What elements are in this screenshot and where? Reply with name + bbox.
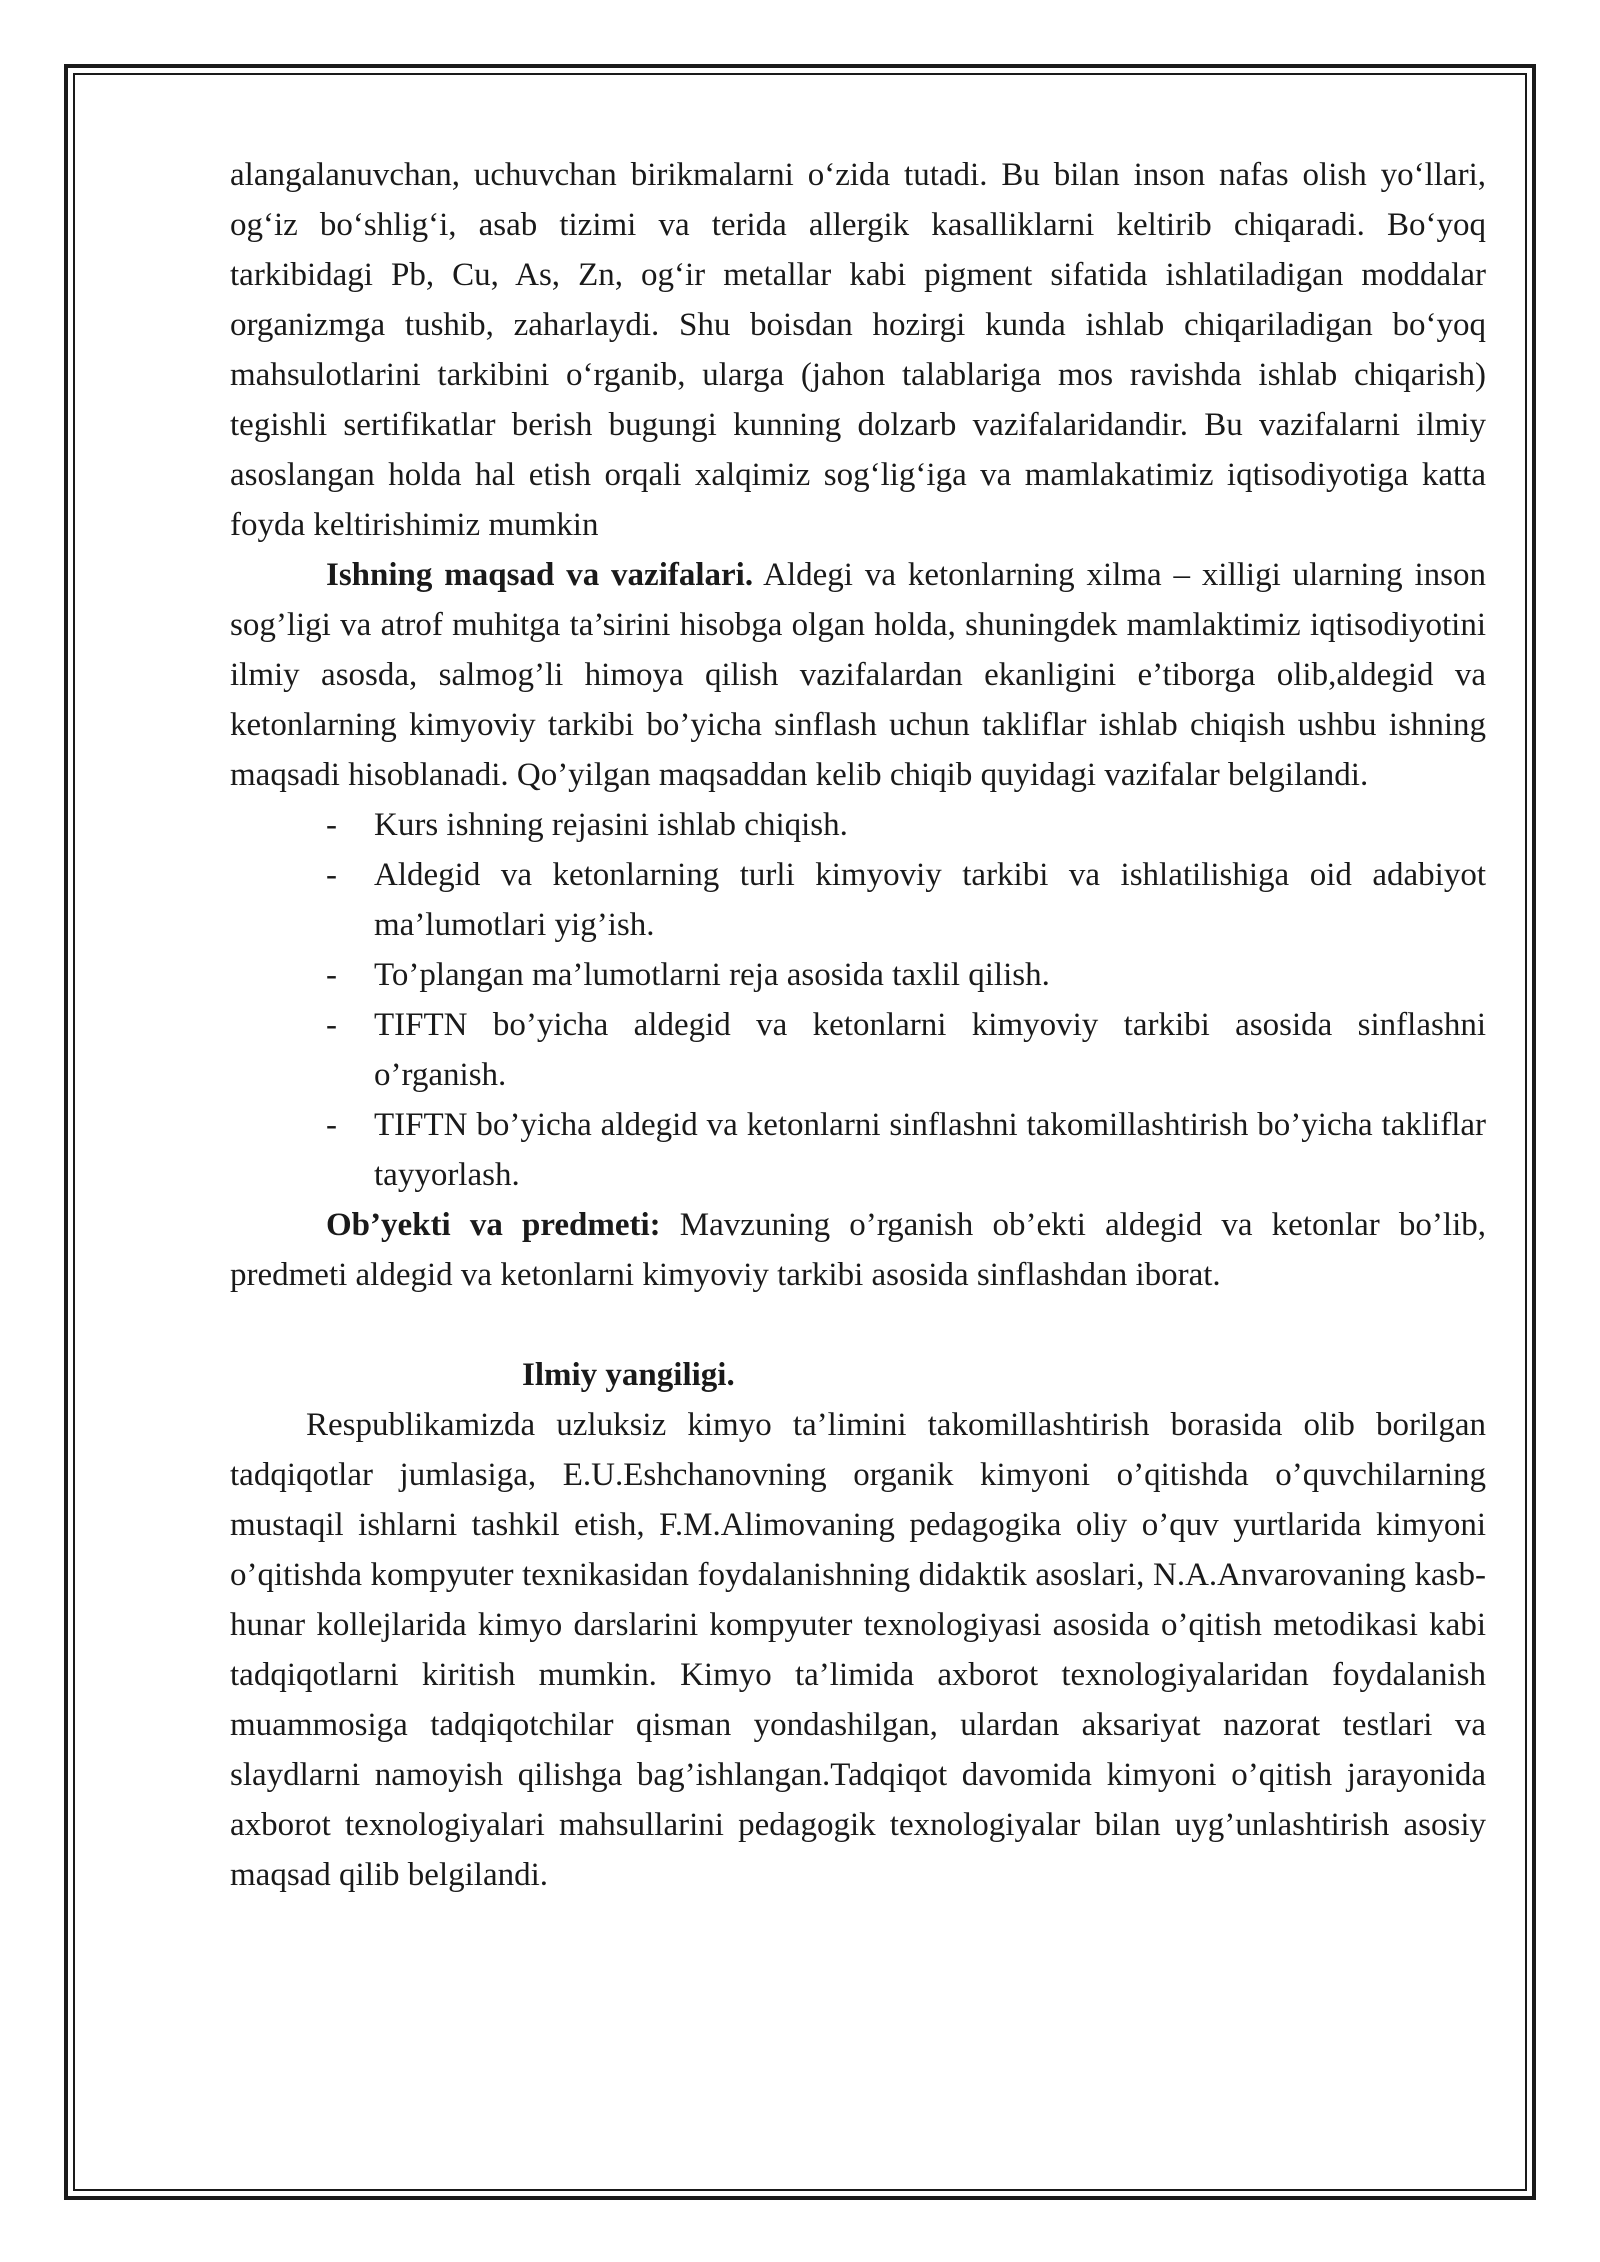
list-item: - Kurs ishning rejasini ishlab chiqish.	[230, 800, 1486, 850]
novelty-paragraph: Respublikamizda uzluksiz kimyo ta’limini takomillashtirish borasida olib borilgan tadqiqotlar jumlasiga, E.U.Eshchanovning organik kimyoni o’qitishda o’quvchilarning mustaqil ishlarni tashkil etish, F.M.Alimovaning pedagogika oliy o’quv yurtlarida kimyoni o’qitishda kompyuter texnikasidan foydalanishning didaktik asoslari, N.A.Anvarovaning kasb-hunar kollejlarida kimyo darslarini kompyuter texnologiyasi asosida o’qitish metodikasi kabi tadqiqotlarni kiritish mumkin. Kimyo ta’limida axborot texnologiyalaridan foydalanish muammosiga tadqiqotchilar qisman yondashilgan, ulardan aksariyat nazorat testlari va slaydlarni namoyish qilishga bag’ishlangan.Tadqiqot davomida kimyoni o’qitish jarayonida axborot texnologiyalari mahsullarini pedagogik texnologiyalar bilan uyg’unlashtirish asosiy maqsad qilib belgilandi.	[230, 1407, 1486, 1893]
list-item: - To’plangan ma’lumotlarni reja asosida taxlil qilish.	[230, 950, 1486, 1000]
spacer	[230, 1300, 1486, 1350]
list-marker: -	[326, 1007, 337, 1043]
object-heading: Ob’yekti va predmeti:	[326, 1207, 661, 1243]
goals-text: Aldegi va ketonlarning xilma – xilligi ularning inson sog’ligi va atrof muhitga ta’sirini hisobga olgan holda, shuningdek mamlaktimiz iqtisodiyotini ilmiy asosda, salmog’li himoya qilish vazifalardan ekanligini e’tiborga olib,aldegid va ketonlarning kimyoviy tarkibi bo’yicha sinflash uchun takliflar ishlab chiqish ushbu ishning maqsadi hisoblanadi. Qo’yilgan maqsaddan kelib chiqib quyidagi vazifalar belgilandi.	[230, 557, 1486, 793]
list-item: - TIFTN bo’yicha aldegid va ketonlarni sinflashni takomillashtirish bo’yicha takliflar tayyorlash.	[230, 1100, 1486, 1200]
goals-heading: Ishning maqsad va vazifalari.	[326, 557, 754, 593]
novelty-heading: Ilmiy yangiligi.	[522, 1357, 735, 1393]
list-marker: -	[326, 1107, 337, 1143]
list-marker: -	[326, 857, 337, 893]
goals-paragraph	[230, 550, 1486, 800]
intro-paragraph: alangalanuvchan, uchuvchan birikmalarni o‘zida tutadi. Bu bilan inson nafas olish yo‘llari, og‘iz bo‘shlig‘i, asab tizimi va terida allergik kasalliklarni keltirib chiqaradi. Bo‘yoq tarkibidagi Pb, Cu, As, Zn, og‘ir metallar kabi pigment sifatida ishlatiladigan moddalar organizmga tushib, zaharlaydi. Shu boisdan hozirgi kunda ishlab chiqariladigan bo‘yoq mahsulotlarini tarkibini o‘rganib, ularga (jahon talablariga mos ravishda ishlab chiqarish) tegishli sertifikatlar berish bugungi kunning dolzarb vazifalaridandir. Bu vazifalarni ilmiy asoslangan holda hal etish orqali xalqimiz sog‘lig‘iga va mamlakatimiz iqtisodiyotiga katta foyda keltirishimiz mumkin	[230, 157, 1486, 543]
object-text: Mavzuning o’rganish ob’ekti aldegid va ketonlar bo’lib, predmeti aldegid va ketonlarni kimyoviy tarkibi asosida sinflashdan iborat.	[230, 1207, 1486, 1293]
list-item: - Aldegid va ketonlarning turli kimyoviy tarkibi va ishlatilishiga oid adabiyot ma’lumotlari yig’ish.	[230, 850, 1486, 950]
list-marker: -	[326, 807, 337, 843]
tasks-list	[230, 800, 1486, 1200]
document-body	[230, 150, 1486, 1900]
object-paragraph	[230, 1200, 1486, 1300]
list-item: - TIFTN bo’yicha aldegid va ketonlarni kimyoviy tarkibi asosida sinflashni o’rganish.	[230, 1000, 1486, 1100]
list-marker: -	[326, 957, 337, 993]
